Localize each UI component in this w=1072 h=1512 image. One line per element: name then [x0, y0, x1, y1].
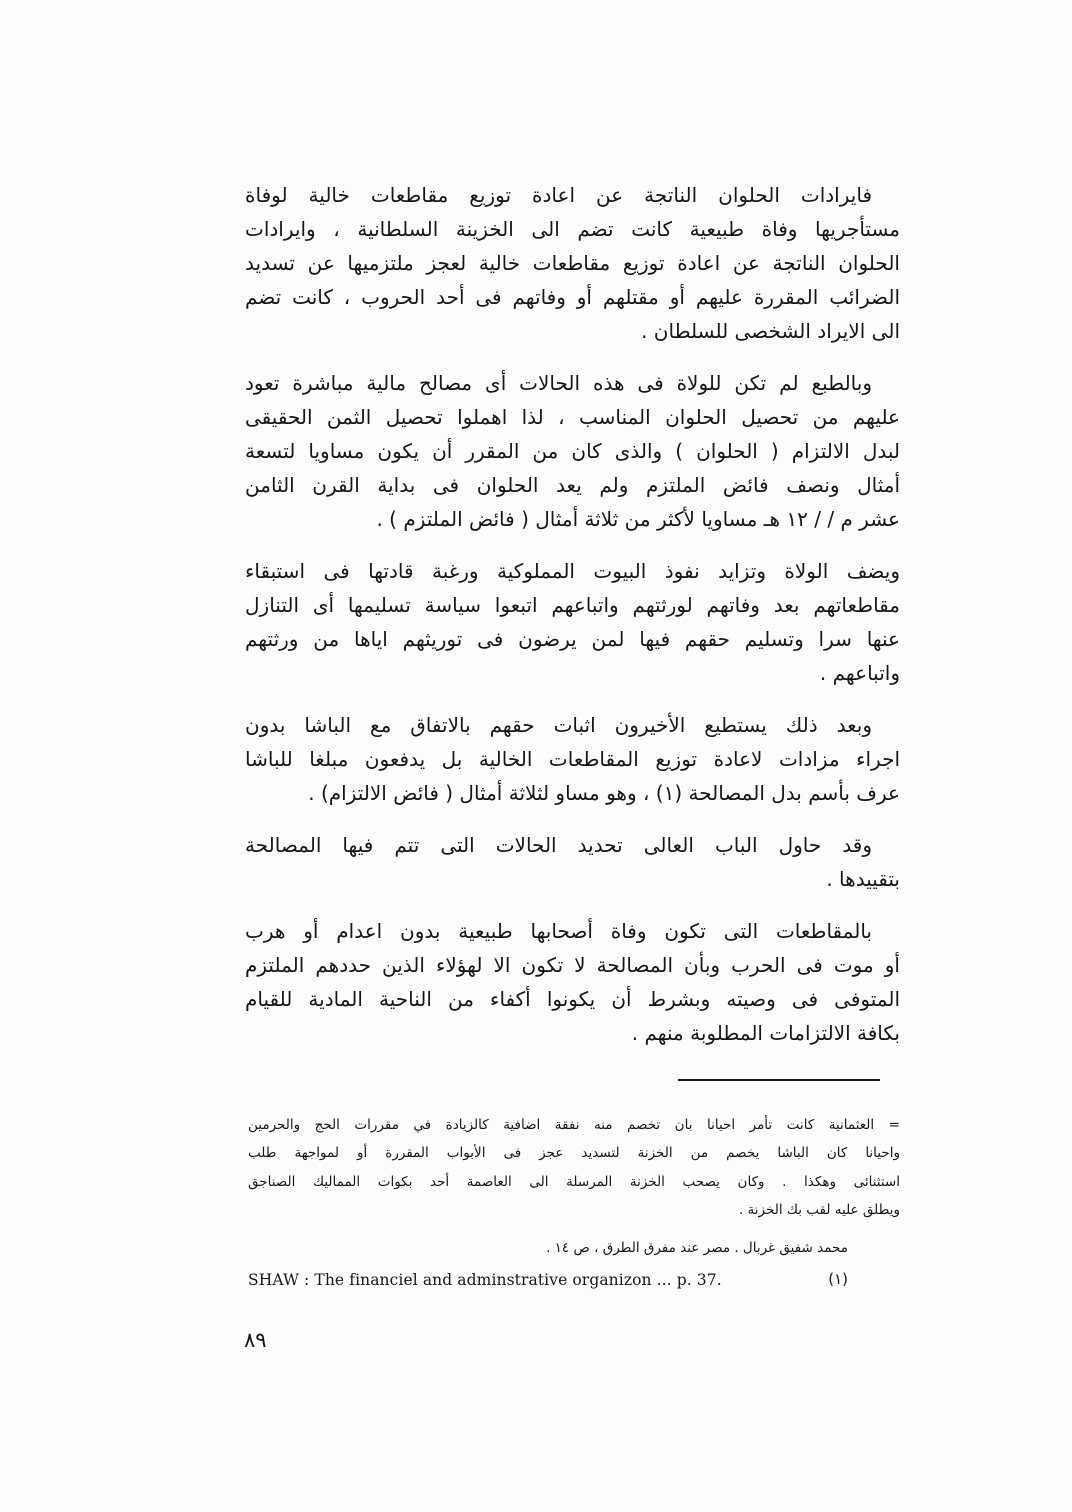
text-line: الضرائب المقررة عليهم أو مقتلهم أو وفاتهم فى أحد الحروب ، كانت تضم [245, 285, 900, 309]
body-text [245, 178, 900, 1068]
footnotes [248, 1111, 900, 1225]
paragraph-3 [245, 554, 900, 690]
text-line: الحلوان الناتجة عن اعادة توزيع مقاطعات خالية لعجز ملتزميها عن تسديد [245, 251, 900, 275]
footnote-line: ويطلق عليه لقب بك الخزنة . [738, 1202, 900, 1219]
text-line: اجراء مزادات لاعادة توزيع المقاطعات الخالية بل يدفعون مبلغا للباشا [245, 747, 900, 771]
paragraph-4 [245, 708, 900, 810]
page-number: ٨٩ [244, 1328, 267, 1352]
paragraph-1 [245, 178, 900, 348]
text-line: وقد حاول الباب العالى تحديد الحالات التى تتم فيها المصالحة [245, 833, 872, 857]
text-line: عليهم من تحصيل الحلوان المناسب ، لذا اهملوا تحصيل الثمن الحقيقى [245, 405, 900, 429]
text-line: مقاطعاتهم بعد وفاتهم لورثتهم واتباعهم اتبعوا سياسة تسليمها أى التنازل [245, 593, 900, 617]
footnote-separator [678, 1079, 880, 1081]
text-line: ويضف الولاة وتزايد نفوذ البيوت المملوكية ورغبة قادتها فى استبقاء [245, 559, 900, 583]
text-line: بالمقاطعات التى تكون وفاة أصحابها طبيعية بدون اعدام أو هرب [245, 919, 872, 943]
text-line: المتوفى فى وصيته وبشرط أن يكونوا أكفاء من الناحية المادية للقيام [245, 987, 900, 1011]
text-line: أو موت فى الحرب وبأن المصالحة لا تكون الا لهؤلاء الذين حددهم الملتزم [245, 953, 900, 977]
text-line: عشر م / / ١٢ هـ مساويا لأكثر من ثلاثة أمثال ( فائض الملتزم ) . [376, 507, 900, 531]
footnote-reference: SHAW : The financiel and adminstrative organizon ... p. 37. [248, 1271, 722, 1289]
text-line: الى الايراد الشخصى للسلطان . [641, 319, 900, 343]
text-line: عرف بأسم بدل المصالحة (١) ، وهو مساو لثلاثة أمثال ( فائض الالتزام) . [308, 781, 900, 805]
paragraph-6 [245, 914, 900, 1050]
text-line: وبعد ذلك يستطيع الأخيرون اثبات حقهم بالاتفاق مع الباشا بدون [245, 713, 872, 737]
paragraph-5 [245, 828, 900, 896]
text-line: بتقييدها . [826, 867, 900, 891]
text-line: عنها سرا وتسليم حقهم فيها لمن يرضون فى توريثهم اياها من ورثتهم [245, 627, 900, 651]
text-line: فايرادات الحلوان الناتجة عن اعادة توزيع مقاطعات خالية لوفاة [245, 183, 872, 207]
footnote-citation: محمد شفيق غربال . مصر عند مفرق الطرق ، ص ١٤ . [546, 1240, 848, 1256]
footnote-marker: (١) [828, 1270, 848, 1288]
paragraph-2 [245, 366, 900, 536]
footnote-line: واحيانا كان الباشا يخصم من الخزنة لتسديد عجز فى الأبواب المقررة أو لمواجهة طلب [248, 1145, 900, 1162]
text-line: أمثال ونصف فائض الملتزم ولم يعد الحلوان فى بداية القرن الثامن [245, 473, 900, 497]
text-line: لبدل الالتزام ( الحلوان ) والذى كان من المقرر أن يكون مساويا لتسعة [245, 439, 900, 463]
footnote-line: استثنائى وهكذا . وكان يصحب الخزنة المرسلة الى العاصمة أحد بكوات المماليك الصناجق [248, 1173, 900, 1190]
text-line: وبالطبع لم تكن للولاة فى هذه الحالات أى مصالح مالية مباشرة تعود [245, 371, 872, 395]
text-line: مستأجريها وفاة طبيعية كانت تضم الى الخزينة السلطانية ، وايرادات [245, 217, 900, 241]
text-line: واتباعهم . [819, 661, 900, 685]
footnote-line: = العثمانية كانت تأمر احيانا بان تخصم منه نفقة اضافية كالزيادة في مقررات الحج والحرمين [248, 1117, 900, 1133]
text-line: بكافة الالتزامات المطلوبة منهم . [631, 1021, 900, 1045]
